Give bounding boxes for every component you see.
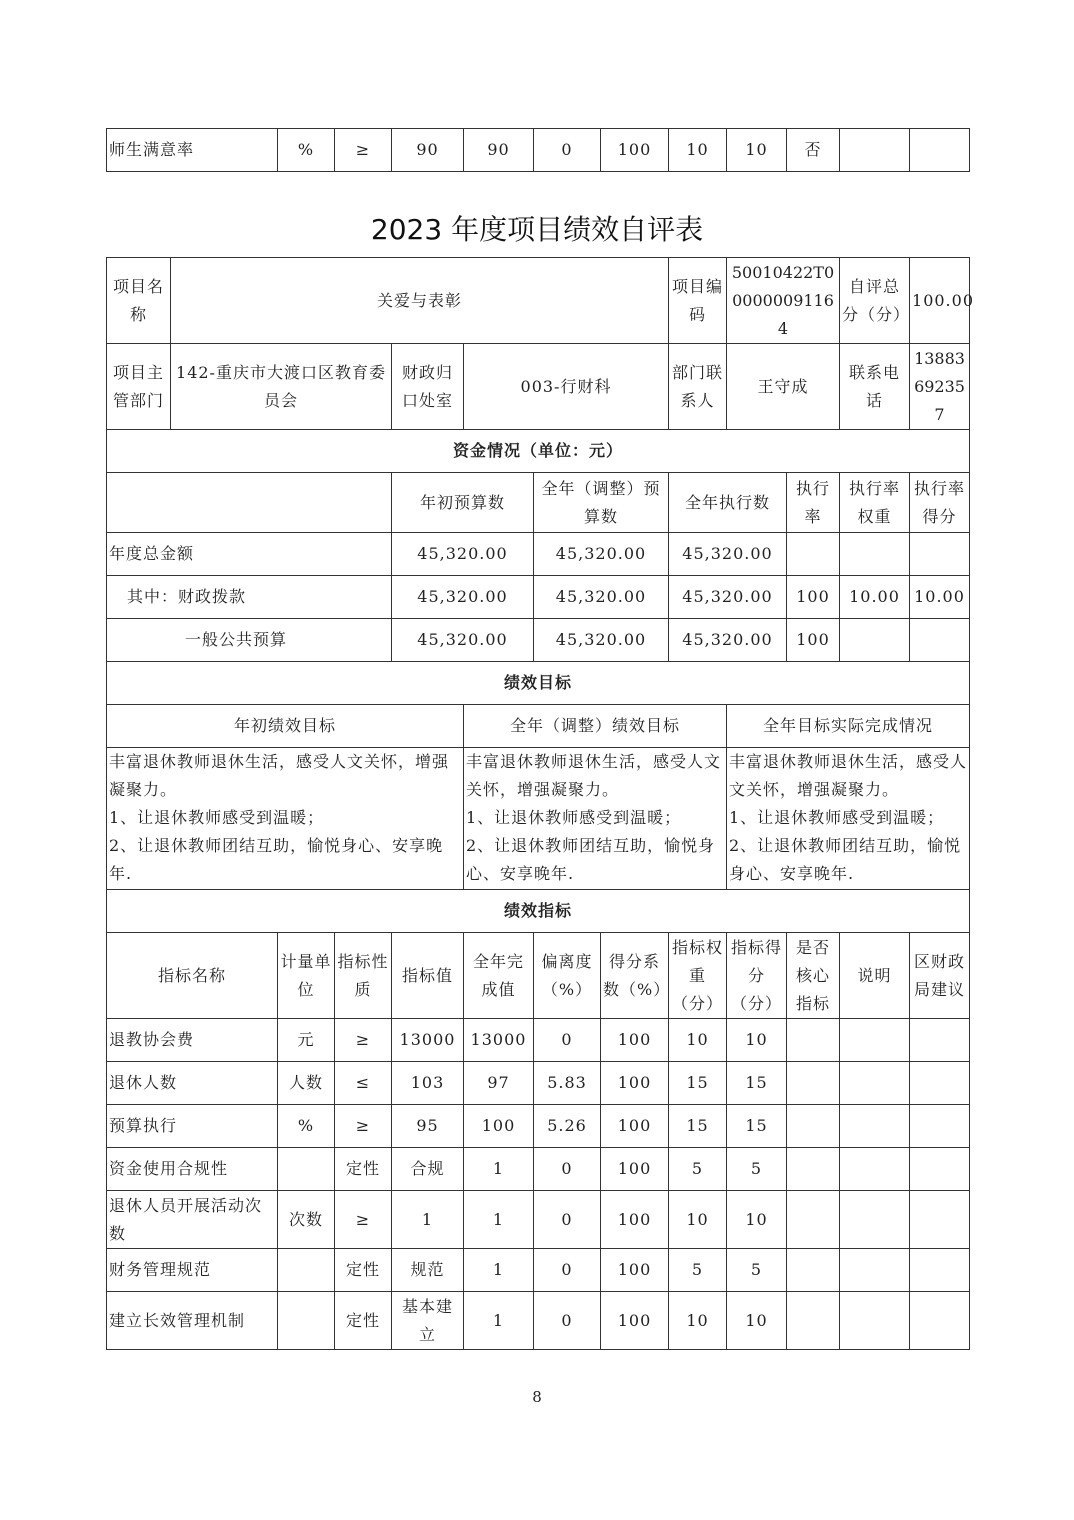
indicator-cell: 0 — [534, 1191, 601, 1249]
fund-rate — [787, 533, 840, 576]
indicator-cell: 10 — [727, 1292, 787, 1350]
indicator-col-header: 指标得分（分） — [727, 933, 787, 1019]
fund-rate: 100 — [787, 576, 840, 619]
indicator-cell — [787, 1191, 840, 1249]
funds-col-adjusted: 全年（调整）预算数 — [534, 473, 669, 533]
indicator-cell: 10 — [669, 1019, 727, 1062]
indicator-cell: 定性 — [335, 1292, 392, 1350]
previous-indicator-table — [106, 128, 970, 172]
fund-label: 一般公共预算 — [107, 619, 392, 662]
evaluation-table — [106, 257, 974, 1350]
indicator-cell: 1 — [464, 1148, 534, 1191]
indicator-cell: 15 — [727, 1105, 787, 1148]
fund-score — [910, 533, 970, 576]
indicator-col-header: 指标值 — [392, 933, 464, 1019]
phone-label: 联系电话 — [840, 344, 910, 430]
indicator-cell — [787, 1249, 840, 1292]
core: 否 — [787, 129, 840, 172]
fund-score — [910, 619, 970, 662]
table-row — [107, 1105, 970, 1148]
dept: 142-重庆市大渡口区教育委员会 — [171, 344, 392, 430]
indicator-cell: 10 — [669, 1191, 727, 1249]
indicator-cell: 100 — [601, 1105, 669, 1148]
indicator-cell: 0 — [534, 1292, 601, 1350]
goal-col-initial: 年初绩效目标 — [107, 705, 464, 748]
indicator-cell: ≥ — [335, 1191, 392, 1249]
indicator-cell: 5 — [727, 1148, 787, 1191]
indicator-name: 师生满意率 — [107, 129, 278, 172]
goals-section-title: 绩效目标 — [107, 662, 970, 705]
indicator-col-header: 指标性质 — [335, 933, 392, 1019]
indicator-cell — [840, 1148, 910, 1191]
indicator-col-header: 得分系数（%） — [601, 933, 669, 1019]
indicator-cell — [278, 1292, 335, 1350]
fund-initial: 45,320.00 — [392, 619, 534, 662]
fund-executed: 45,320.00 — [669, 576, 787, 619]
indicator-cell — [278, 1249, 335, 1292]
indicators-section-title: 绩效指标 — [107, 890, 970, 933]
indicator-cell: 1 — [392, 1191, 464, 1249]
table-row — [107, 129, 970, 172]
indicator-col-header: 指标权重（分） — [669, 933, 727, 1019]
indicator-cell: 人数 — [278, 1062, 335, 1105]
project-name: 关爱与表彰 — [171, 258, 669, 344]
table-row — [107, 1191, 970, 1249]
goal-initial-text: 丰富退休教师退休生活，感受人文关怀，增强凝聚力。 1、让退休教师感受到温暖； 2、让退休教师团结互助，愉悦身心、安享晚年. — [107, 748, 464, 890]
finance-label: 财政归口处室 — [392, 344, 464, 430]
indicator-cell: 5.83 — [534, 1062, 601, 1105]
deviation: 0 — [534, 129, 601, 172]
indicator-cell: % — [278, 1105, 335, 1148]
fund-weight — [840, 619, 910, 662]
indicator-cell: 103 — [392, 1062, 464, 1105]
table-row — [107, 619, 970, 662]
indicator-cell — [787, 1292, 840, 1350]
indicator-cell: 次数 — [278, 1191, 335, 1249]
indicator-cell — [787, 1062, 840, 1105]
indicator-cell: 15 — [669, 1062, 727, 1105]
funds-col-initial: 年初预算数 — [392, 473, 534, 533]
indicator-cell: 财务管理规范 — [107, 1249, 278, 1292]
indicator-cell — [840, 1062, 910, 1105]
contact: 王守成 — [727, 344, 840, 430]
self-score: 100.00 — [910, 258, 970, 344]
table-row — [107, 576, 970, 619]
indicator-cell: 0 — [534, 1148, 601, 1191]
coef: 100 — [601, 129, 669, 172]
indicator-cell — [787, 1019, 840, 1062]
indicator-cell — [787, 1148, 840, 1191]
goal-actual-text: 丰富退休教师退休生活，感受人文关怀，增强凝聚力。 1、让退休教师感受到温暖； 2、让退休教师团结互助，愉悦身心、安享晚年. — [727, 748, 970, 890]
goal-col-actual: 全年目标实际完成情况 — [727, 705, 970, 748]
indicator-cell — [910, 1249, 970, 1292]
indicator-col-header: 计量单位 — [278, 933, 335, 1019]
indicator-cell: 100 — [601, 1019, 669, 1062]
fund-label: 其中：财政拨款 — [107, 576, 392, 619]
fund-initial: 45,320.00 — [392, 576, 534, 619]
indicator-cell: 10 — [727, 1019, 787, 1062]
funds-col-executed: 全年执行数 — [669, 473, 787, 533]
funds-col-score: 执行率得分 — [910, 473, 970, 533]
fund-initial: 45,320.00 — [392, 533, 534, 576]
indicator-cell — [910, 1292, 970, 1350]
indicator-cell: 资金使用合规性 — [107, 1148, 278, 1191]
indicator-col-header: 偏离度（%） — [534, 933, 601, 1019]
indicators-header-row — [107, 933, 970, 1019]
indicator-cell: ≥ — [335, 1019, 392, 1062]
indicator-cell: 预算执行 — [107, 1105, 278, 1148]
indicator-cell: 建立长效管理机制 — [107, 1292, 278, 1350]
fund-executed: 45,320.00 — [669, 619, 787, 662]
indicator-cell — [910, 1148, 970, 1191]
indicator-cell: 5 — [669, 1249, 727, 1292]
indicator-cell: ≥ — [335, 1105, 392, 1148]
fund-adjusted: 45,320.00 — [534, 576, 669, 619]
note — [840, 129, 910, 172]
indicator-cell: 基本建立 — [392, 1292, 464, 1350]
indicator-cell: 100 — [601, 1191, 669, 1249]
score: 10 — [727, 129, 787, 172]
indicator-cell — [910, 1191, 970, 1249]
phone: 13883692357 — [910, 344, 970, 430]
project-name-label: 项目名称 — [107, 258, 171, 344]
indicator-cell — [840, 1249, 910, 1292]
indicator-cell: 10 — [727, 1191, 787, 1249]
indicator-cell: 退教协会费 — [107, 1019, 278, 1062]
funds-section-title: 资金情况（单位：元） — [107, 430, 970, 473]
indicator-cell — [787, 1105, 840, 1148]
indicator-cell — [910, 1105, 970, 1148]
indicator-cell: 1 — [464, 1249, 534, 1292]
indicator-cell: 10 — [669, 1292, 727, 1350]
indicator-cell: 95 — [392, 1105, 464, 1148]
fund-weight — [840, 533, 910, 576]
indicator-col-header: 指标名称 — [107, 933, 278, 1019]
fund-adjusted: 45,320.00 — [534, 619, 669, 662]
header-row-1 — [107, 258, 970, 344]
fund-label: 年度总金额 — [107, 533, 392, 576]
indicator-cell: 100 — [601, 1062, 669, 1105]
indicator-cell: 15 — [727, 1062, 787, 1105]
self-score-label: 自评总分（分） — [840, 258, 910, 344]
table-row — [107, 1062, 970, 1105]
indicator-cell: 5.26 — [534, 1105, 601, 1148]
indicator-cell — [910, 1062, 970, 1105]
indicator-cell: 5 — [727, 1249, 787, 1292]
indicator-cell: 1 — [464, 1292, 534, 1350]
fund-adjusted: 45,320.00 — [534, 533, 669, 576]
nature: ≥ — [335, 129, 392, 172]
indicator-cell: 定性 — [335, 1148, 392, 1191]
finance: 003-行财科 — [464, 344, 669, 430]
indicator-cell — [278, 1148, 335, 1191]
indicator-cell: 1 — [464, 1191, 534, 1249]
indicator-cell: 元 — [278, 1019, 335, 1062]
page-title: 2023 年度项目绩效自评表 — [370, 213, 704, 246]
table-row — [107, 1292, 970, 1350]
weight: 10 — [669, 129, 727, 172]
indicator-col-header: 是否核心指标 — [787, 933, 840, 1019]
indicator-cell: 规范 — [392, 1249, 464, 1292]
indicator-cell — [840, 1191, 910, 1249]
indicator-cell: 退休人员开展活动次数 — [107, 1191, 278, 1249]
unit: % — [278, 129, 335, 172]
goals-row — [107, 748, 970, 890]
indicator-cell — [910, 1019, 970, 1062]
indicator-cell: 100 — [601, 1148, 669, 1191]
indicator-cell: 13000 — [464, 1019, 534, 1062]
funds-header-row — [107, 473, 970, 533]
funds-col-blank — [107, 473, 392, 533]
actual: 90 — [464, 129, 534, 172]
page-number: 8 — [532, 1388, 542, 1406]
fund-score: 10.00 — [910, 576, 970, 619]
goals-header-row — [107, 705, 970, 748]
funds-col-weight: 执行率权重 — [840, 473, 910, 533]
table-row — [107, 1019, 970, 1062]
indicator-cell — [840, 1292, 910, 1350]
indicator-cell: 定性 — [335, 1249, 392, 1292]
goal-col-adjusted: 全年（调整）绩效目标 — [464, 705, 727, 748]
header-row-2 — [107, 344, 970, 430]
indicator-cell: 5 — [669, 1148, 727, 1191]
indicator-cell: 13000 — [392, 1019, 464, 1062]
indicator-cell: 15 — [669, 1105, 727, 1148]
indicator-col-header: 说明 — [840, 933, 910, 1019]
fund-weight: 10.00 — [840, 576, 910, 619]
indicator-cell: 100 — [464, 1105, 534, 1148]
indicator-cell: 退休人数 — [107, 1062, 278, 1105]
table-row — [107, 1148, 970, 1191]
indicator-cell: 100 — [601, 1292, 669, 1350]
indicator-cell: 97 — [464, 1062, 534, 1105]
project-code-label: 项目编码 — [669, 258, 727, 344]
indicator-col-header: 区财政局建议 — [910, 933, 970, 1019]
funds-col-rate: 执行率 — [787, 473, 840, 533]
table-row — [107, 533, 970, 576]
indicator-cell: 0 — [534, 1019, 601, 1062]
fund-rate: 100 — [787, 619, 840, 662]
indicator-col-header: 全年完成值 — [464, 933, 534, 1019]
fund-executed: 45,320.00 — [669, 533, 787, 576]
indicator-cell: 合规 — [392, 1148, 464, 1191]
indicator-cell: ≤ — [335, 1062, 392, 1105]
indicator-cell — [840, 1105, 910, 1148]
project-code: 50010422T000000091164 — [727, 258, 840, 344]
contact-label: 部门联系人 — [669, 344, 727, 430]
indicator-cell — [840, 1019, 910, 1062]
goal-adjusted-text: 丰富退休教师退休生活，感受人文关怀，增强凝聚力。 1、让退休教师感受到温暖； 2、让退休教师团结互助，愉悦身心、安享晚年. — [464, 748, 727, 890]
advice — [910, 129, 970, 172]
target: 90 — [392, 129, 464, 172]
table-row — [107, 1249, 970, 1292]
indicator-cell: 0 — [534, 1249, 601, 1292]
indicator-cell: 100 — [601, 1249, 669, 1292]
dept-label: 项目主管部门 — [107, 344, 171, 430]
